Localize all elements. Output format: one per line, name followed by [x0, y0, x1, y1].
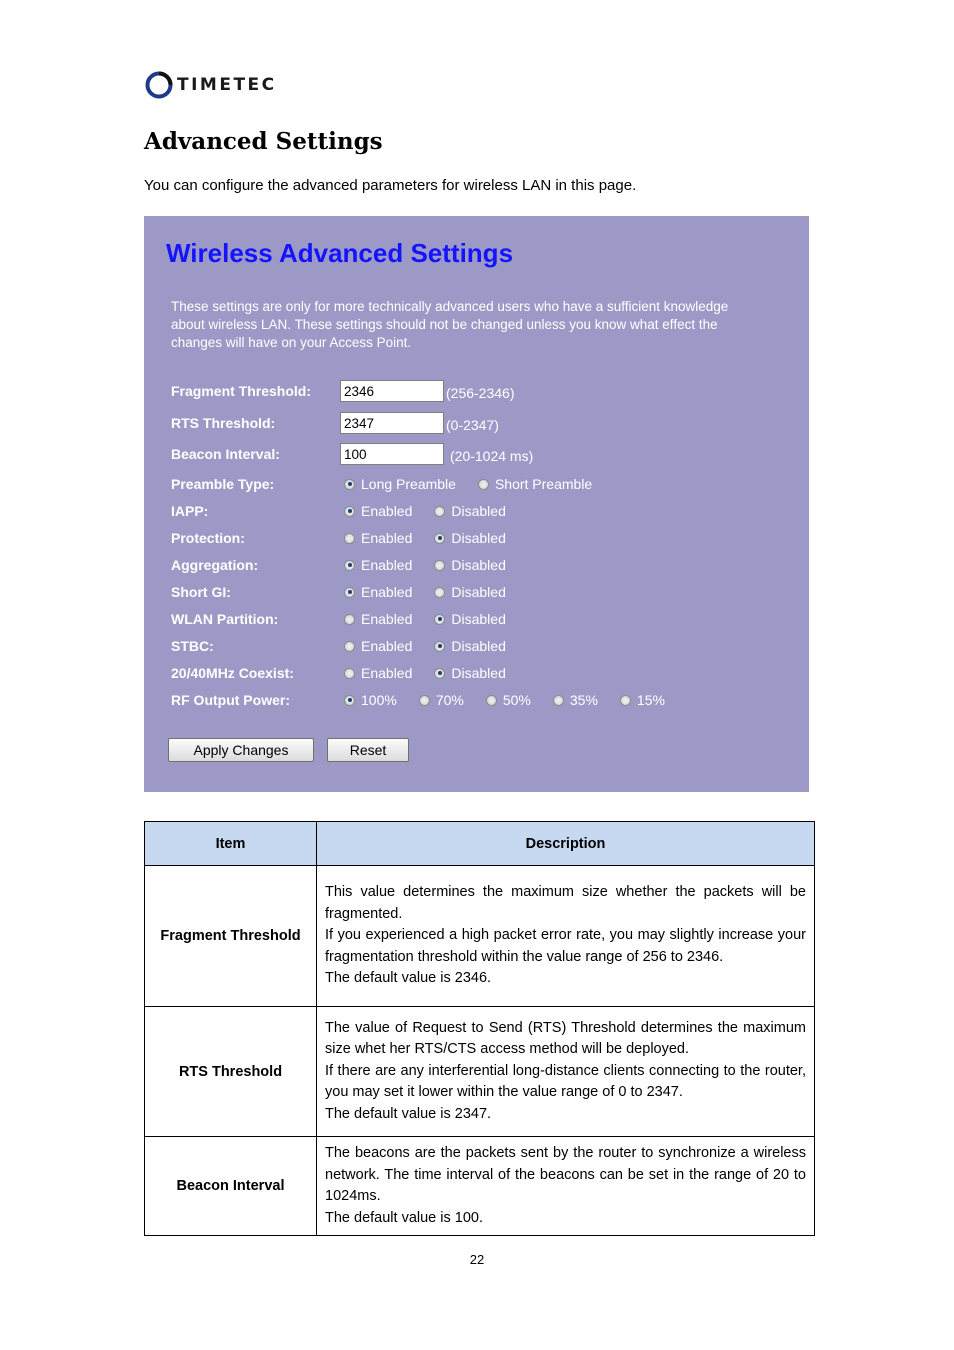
stbc-option-0[interactable] — [344, 638, 412, 654]
rf-output-power-row — [171, 688, 683, 712]
shortgi-option-0[interactable] — [344, 584, 412, 600]
radio-button-icon[interactable] — [478, 479, 489, 490]
beacon-interval-row — [171, 442, 533, 466]
rfpower-option-label: 15% — [636, 692, 665, 708]
item-column-header: Item — [145, 822, 317, 866]
partition-option-label: Disabled — [451, 611, 506, 627]
rfpower-option-label: 50% — [502, 692, 531, 708]
table-row — [145, 1137, 815, 1236]
aggregation-option-label: Enabled — [361, 557, 413, 573]
aggregation-option-0[interactable] — [344, 557, 412, 573]
table-header-row — [145, 822, 815, 866]
preamble-type-row — [171, 472, 610, 496]
table-body — [145, 866, 815, 1236]
settings-description-table — [144, 821, 815, 1236]
iapp-option-0[interactable] — [344, 503, 412, 519]
radio-button-icon[interactable] — [344, 533, 355, 544]
preamble-option-label: Long Preamble — [361, 476, 456, 492]
stbc-row — [171, 634, 524, 658]
rfpower-option-3[interactable] — [553, 692, 598, 708]
preamble-option-0[interactable] — [344, 476, 456, 492]
intro-text: You can configure the advanced parameters for wireless LAN in this page. — [144, 177, 637, 194]
logo-wordmark: TIMETEC — [177, 75, 277, 95]
radio-button-icon[interactable] — [344, 641, 355, 652]
apply-changes-button[interactable]: Apply Changes — [168, 738, 314, 762]
iapp-label: IAPP: — [171, 503, 209, 519]
table-row — [145, 866, 815, 1007]
rfpower-option-0[interactable] — [344, 692, 397, 708]
radio-button-icon[interactable] — [434, 587, 445, 598]
rfpower-option-label: 100% — [361, 692, 397, 708]
fragment-threshold-row — [171, 379, 515, 403]
radio-button-icon[interactable] — [434, 533, 445, 544]
stbc-label: STBC: — [171, 638, 214, 654]
radio-button-icon[interactable] — [344, 560, 355, 571]
rts-threshold-label: RTS Threshold: — [171, 415, 276, 431]
table-row — [145, 1007, 815, 1137]
aggregation-label: Aggregation: — [171, 557, 259, 573]
coexist-option-0[interactable] — [344, 665, 412, 681]
short-gi-row — [171, 580, 524, 604]
fragment-threshold-hint: (256-2346) — [446, 385, 515, 401]
wlan-partition-row — [171, 607, 524, 631]
radio-button-icon[interactable] — [434, 614, 445, 625]
description-line: This value determines the maximum size whether the packets will be fragmented. — [325, 884, 806, 922]
radio-button-icon[interactable] — [434, 668, 445, 679]
page-number: 22 — [469, 1252, 485, 1267]
coexist-option-label: Disabled — [451, 665, 506, 681]
preamble-type-label: Preamble Type: — [171, 476, 275, 492]
rfpower-option-2[interactable] — [486, 692, 531, 708]
protection-row — [171, 526, 524, 550]
coexist-row — [171, 661, 524, 685]
stbc-option-label: Enabled — [361, 638, 413, 654]
beacon-interval-label: Beacon Interval: — [171, 446, 280, 462]
shortgi-option-label: Disabled — [451, 584, 506, 600]
fragment-threshold-label: Fragment Threshold: — [171, 383, 312, 399]
panel-title: Wireless Advanced Settings — [166, 238, 514, 268]
short-gi-label: Short GI: — [171, 584, 231, 600]
item-cell: Fragment Threshold — [145, 866, 317, 1007]
protection-label: Protection: — [171, 530, 245, 546]
partition-option-label: Enabled — [361, 611, 413, 627]
partition-option-0[interactable] — [344, 611, 412, 627]
timetec-logo-icon — [145, 71, 173, 99]
rts-threshold-hint: (0-2347) — [446, 417, 499, 433]
radio-button-icon[interactable] — [434, 506, 445, 517]
rfpower-option-1[interactable] — [419, 692, 464, 708]
page-title: Advanced Settings — [144, 128, 383, 155]
description-line: If you experienced a high packet error rate, you may slightly increase your fragmentation threshold within the value range of 256 to 2346. — [325, 927, 806, 965]
reset-button[interactable]: Reset — [327, 738, 409, 762]
radio-button-icon[interactable] — [434, 560, 445, 571]
protection-option-1[interactable] — [434, 530, 505, 546]
description-cell — [317, 1137, 815, 1236]
description-line: The beacons are the packets sent by the router to synchronize a wireless network. The time interval of the beacons can be set in the range of 20 to 1024ms. — [325, 1145, 806, 1204]
rts-threshold-input[interactable] — [340, 412, 444, 434]
description-line: The default value is 2346. — [325, 970, 492, 987]
radio-button-icon[interactable] — [344, 506, 355, 517]
description-column-header: Description — [317, 822, 815, 866]
coexist-option-label: Enabled — [361, 665, 413, 681]
stbc-option-1[interactable] — [434, 638, 505, 654]
fragment-threshold-input[interactable] — [340, 380, 444, 402]
protection-option-label: Enabled — [361, 530, 413, 546]
radio-button-icon[interactable] — [553, 695, 564, 706]
aggregation-row — [171, 553, 524, 577]
shortgi-option-label: Enabled — [361, 584, 413, 600]
radio-button-icon[interactable] — [344, 695, 355, 706]
description-line: The default value is 2347. — [325, 1105, 492, 1122]
coexist-option-1[interactable] — [434, 665, 505, 681]
wireless-advanced-settings-panel — [144, 216, 809, 792]
panel-description: These settings are only for more technically advanced users who have a sufficient knowledge about wireless LAN. These settings should not be changed unless you know what effect the changes will have on your Access Point. — [171, 299, 729, 350]
beacon-interval-input[interactable] — [340, 443, 444, 465]
wlan-partition-label: WLAN Partition: — [171, 611, 279, 627]
rfpower-option-label: 70% — [435, 692, 464, 708]
preamble-option-label: Short Preamble — [494, 476, 593, 492]
coexist-label: 20/40MHz Coexist: — [171, 665, 294, 681]
shortgi-option-1[interactable] — [434, 584, 505, 600]
description-line: The default value is 100. — [325, 1209, 483, 1226]
radio-button-icon[interactable] — [434, 641, 445, 652]
iapp-option-label: Disabled — [451, 503, 506, 519]
radio-button-icon[interactable] — [344, 479, 355, 490]
iapp-option-1[interactable] — [434, 503, 505, 519]
preamble-option-1[interactable] — [478, 476, 592, 492]
radio-button-icon[interactable] — [344, 668, 355, 679]
protection-option-0[interactable] — [344, 530, 412, 546]
iapp-row — [171, 499, 524, 523]
description-line: If there are any interferential long-distance clients connecting to the router, you may set it lower within the value range of 0 to 2347. — [325, 1062, 806, 1101]
rts-threshold-row — [171, 411, 499, 435]
radio-button-icon[interactable] — [344, 587, 355, 598]
radio-button-icon[interactable] — [419, 695, 430, 706]
rfpower-option-label: 35% — [569, 692, 598, 708]
protection-option-label: Disabled — [451, 530, 506, 546]
item-cell: Beacon Interval — [145, 1137, 317, 1236]
radio-button-icon[interactable] — [486, 695, 497, 706]
beacon-interval-hint: (20-1024 ms) — [450, 448, 534, 464]
rf-output-power-label: RF Output Power: — [171, 692, 290, 708]
description-cell — [317, 866, 815, 1007]
rfpower-option-4[interactable] — [620, 692, 665, 708]
radio-button-icon[interactable] — [344, 614, 355, 625]
description-line: The value of Request to Send (RTS) Threshold determines the maximum size whet her RTS/CTS access method will be deployed. — [325, 1019, 806, 1058]
aggregation-option-label: Disabled — [451, 557, 506, 573]
partition-option-1[interactable] — [434, 611, 505, 627]
timetec-logo — [145, 70, 277, 100]
iapp-option-label: Enabled — [361, 503, 413, 519]
aggregation-option-1[interactable] — [434, 557, 505, 573]
radio-button-icon[interactable] — [620, 695, 631, 706]
stbc-option-label: Disabled — [451, 638, 506, 654]
description-cell — [317, 1007, 815, 1137]
item-cell: RTS Threshold — [145, 1007, 317, 1137]
